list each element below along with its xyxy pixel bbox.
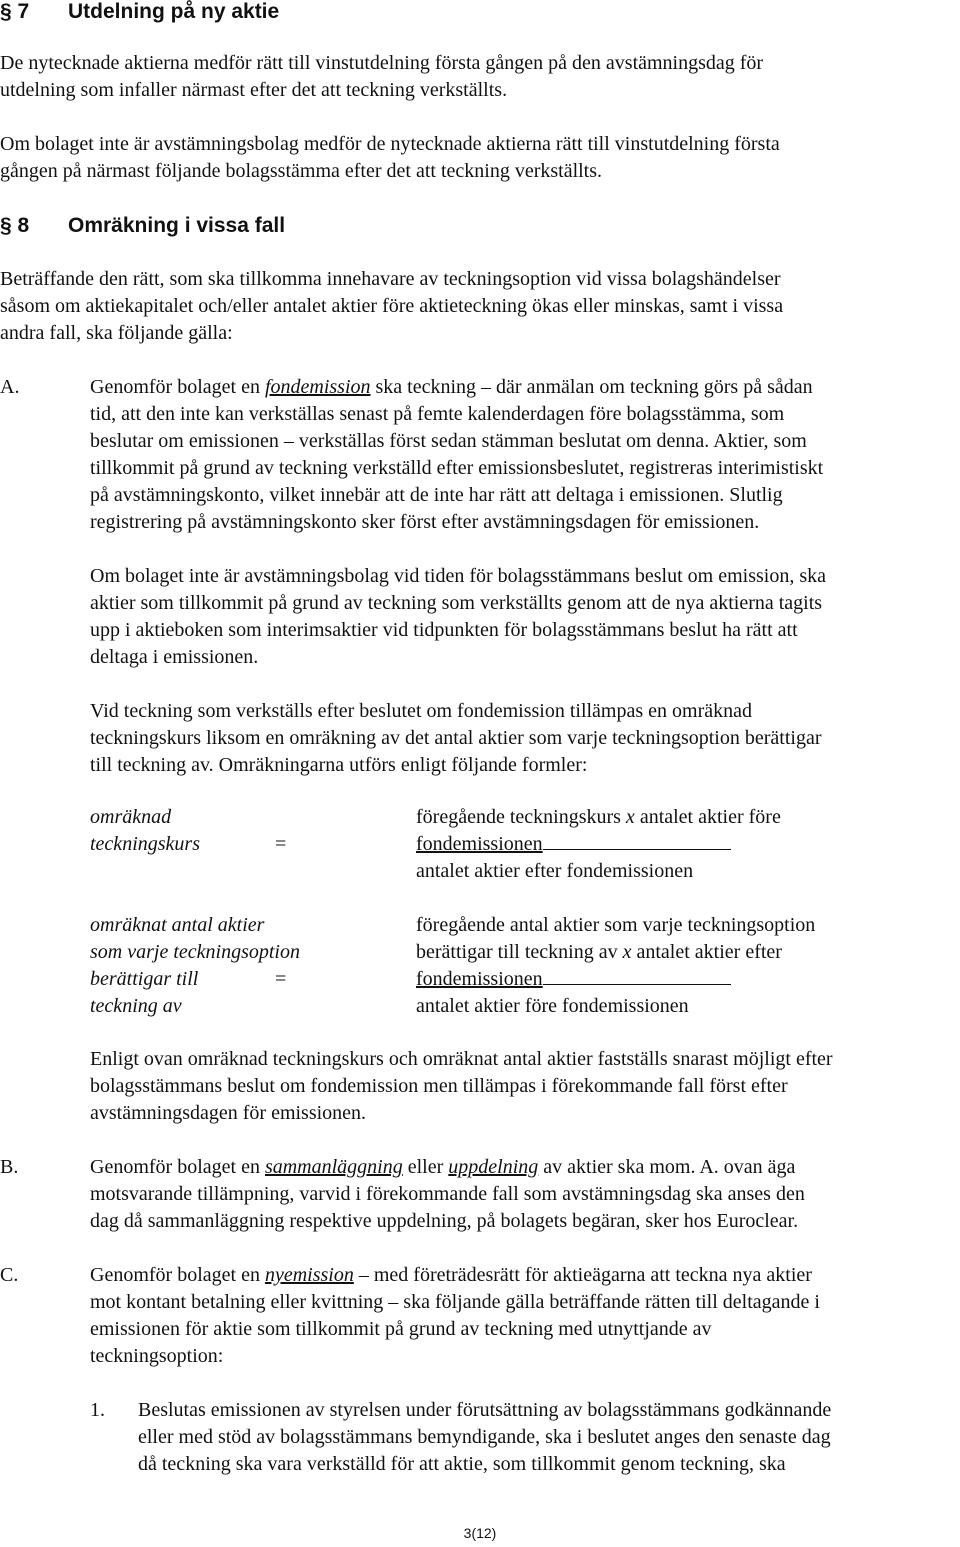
formula-antal-aktier: omräknat antal aktier som varje teckningsoption berättigar till teckning av = föregående antal aktier som varje teckningsoption berättigar till teckning av x antalet aktier efter fondemissionen antalet aktier före fondemissionen — [90, 914, 816, 1017]
item-c-sub-1-paragraph: Beslutas emissionen av styrelsen under förutsättning av bolagsstämmans godkännande eller med stöd av bolagsstämmans bemyndigande, ska i beslutet anges den senaste dag då teckning ska vara verkställd för att aktie, som tillkommit genom teckning, ska — [138, 1399, 832, 1475]
item-c-sub-1-label: 1. — [90, 1399, 105, 1421]
formula-teckningskurs: omräknad teckningskurs = föregående teckningskurs x antalet aktier före fondemissionen antalet aktier efter fondemissionen — [90, 806, 781, 882]
item-c-paragraph: Genomför bolaget en nyemission – med företrädesrätt för aktieägarna att teckna nya aktier mot kontant betalning eller kvittning – ska följande gälla beträffande rätten till deltagande i emissionen för aktie som tillkommit på grund av teckning med utnyttjande av teckningsoption: — [90, 1264, 820, 1367]
section-symbol: § — [0, 214, 12, 237]
section-title: Utdelning på ny aktie — [68, 0, 280, 23]
section-number: 7 — [17, 0, 30, 23]
item-a-label: A. — [0, 376, 20, 398]
term-uppdelning: uppdelning — [448, 1156, 539, 1178]
section-8-heading — [0, 212, 285, 239]
section-number: 8 — [17, 214, 30, 237]
item-a-paragraph-3: Vid teckning som verkställs efter beslutet om fondemission tillämpas en omräknad teckningskurs liksom en omräkning av det antal aktier som varje teckningsoption berättigar till teckning av. Omräkningarna utförs enligt följande formler: — [90, 700, 822, 776]
section-7-paragraph-1: De nytecknade aktierna medför rätt till vinstutdelning första gången på den avstämningsdag för utdelning som infaller närmast efter det att teckning verkställts. — [0, 52, 764, 101]
equals-sign: = — [275, 968, 287, 990]
item-a-paragraph-4: Enligt ovan omräknad teckningskurs och omräknat antal aktier fastställs snarast möjligt efter bolagsstämmans beslut om fondemission men tillämpas i förekommande fall först efter avstämningsdagen för emissionen. — [90, 1048, 833, 1124]
term-nyemission: nyemission — [264, 1264, 354, 1286]
section-7-paragraph-2: Om bolaget inte är avstämningsbolag medför de nytecknade aktierna rätt till vinstutdelning första gången på närmast följande bolagsstämma efter det att teckning verkställts. — [0, 133, 780, 182]
section-7-heading — [0, 0, 279, 25]
item-a-paragraph-2: Om bolaget inte är avstämningsbolag vid tiden för bolagsstämmans beslut om emission, ska aktier som tillkommit på grund av teckning som verkställts genom att de nya aktierna tagits upp i aktieboken som interimsaktier vid tidpunkten för bolagsstämmans beslut ha rätt att deltaga i emissionen. — [90, 565, 826, 668]
section-title: Omräkning i vissa fall — [68, 214, 286, 237]
item-c-label: C. — [0, 1264, 19, 1286]
section-8-intro: Beträffande den rätt, som ska tillkomma innehavare av teckningsoption vid vissa bolagshändelser såsom om aktiekapitalet och/eller antalet aktier före aktieteckning ökas eller minskas, samt i vissa andra fall, ska följande gälla: — [0, 268, 784, 344]
page-number: 3(12) — [463, 1525, 497, 1541]
fraction-line — [543, 831, 731, 850]
item-b-paragraph: Genomför bolaget en sammanläggning eller uppdelning av aktier ska mom. A. ovan äga motsvarande tillämpning, varvid i förekommande fall som avstämningsdag ska anses den dag då sammanläggning respektive uppdelning, på bolagets begäran, sker hos Euroclear. — [90, 1156, 805, 1232]
section-symbol: § — [0, 0, 12, 23]
fraction-numerator-end: fondemissionen — [416, 968, 543, 990]
term-sammanlaggning: sammanläggning — [264, 1156, 403, 1178]
fraction-line — [543, 966, 731, 985]
item-b-label: B. — [0, 1156, 19, 1178]
equals-sign: = — [275, 833, 287, 855]
term-fondemission: fondemission — [264, 376, 371, 398]
item-a-paragraph-1: Genomför bolaget en fondemission ska teckning – där anmälan om teckning görs på sådan tid, att den inte kan verkställas senast på femte kalenderdagen före bolagsstämma, som beslutar om emissionen – verkställas först sedan stämman beslutat om denna. Aktier, som tillkommit på grund av teckning verkställd efter emissionsbeslutet, registreras interimistiskt på avstämningskonto, vilket innebär att de inte har rätt att deltaga i emissionen. Slutlig registrering på avstämningskonto sker först efter avstämningsdagen för emissionen. — [90, 376, 824, 533]
fraction-numerator-end: fondemissionen — [416, 833, 543, 855]
